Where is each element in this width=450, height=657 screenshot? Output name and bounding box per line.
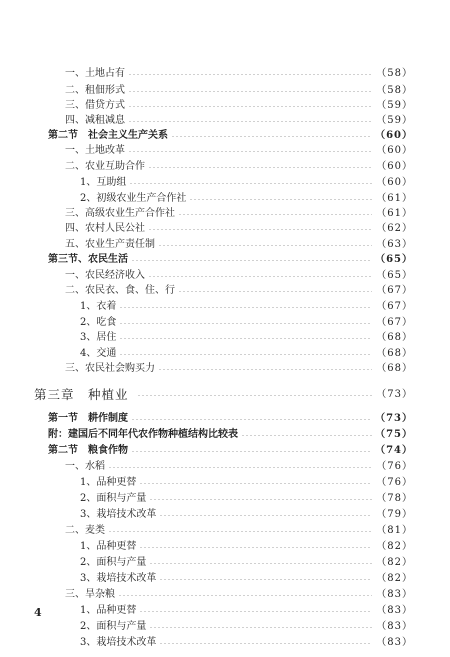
leader-dots [128,91,372,92]
toc-entry-title: 3、栽培技术改革 [80,573,157,584]
toc-entry-title: 一、土地改革 [65,145,125,156]
toc-entry [65,160,413,174]
toc-entry [65,114,413,128]
toc-entry [80,572,413,586]
toc-section [48,444,413,458]
toc-entry-page: （60） [376,161,413,172]
toc-section [48,412,413,426]
toc-entry-page: （61） [376,208,413,219]
leader-dots [108,531,372,532]
leader-dots [178,291,372,292]
toc-entry-page: （73） [376,389,413,400]
toc-entry-page: （63） [376,239,413,250]
toc-entry-title: 一、土地占有 [65,68,125,79]
toc-entry [65,144,413,158]
toc-entry-page: （62） [376,223,413,234]
leader-dots [131,419,372,420]
page-number: 4 [34,606,42,619]
toc-entry-page: （67） [376,317,413,328]
toc-entry [65,222,413,236]
leader-dots [148,276,372,277]
toc-entry-title: 二、农业互助合作 [65,161,145,172]
leader-dots [119,307,372,308]
toc-entry [80,556,413,570]
toc-entry-title: 五、农业生产责任制 [65,239,155,250]
toc-entry-page: （59） [376,100,413,111]
toc-entry-title: 2、面积与产量 [80,621,147,632]
toc-entry [65,460,413,474]
toc-entry-title: 四、减租减息 [65,115,125,126]
toc-entry [65,362,413,376]
toc-entry-title: 二、租佃形式 [65,85,125,96]
leader-dots [128,106,372,107]
toc-entry [80,508,413,522]
toc-entry-page: （68） [376,332,413,343]
toc-entry-page: （75） [375,429,413,440]
toc-entry-page: （79） [376,509,413,520]
toc-entry-title: 2、吃食 [80,317,117,328]
leader-dots [119,338,372,339]
leader-dots [148,229,372,230]
toc-entry [65,207,413,221]
toc-entry [65,269,413,283]
toc-entry [80,176,413,190]
toc-entry-page: （68） [376,348,413,359]
leader-dots [119,354,372,355]
leader-dots [149,563,372,564]
toc-entry-title: 二、麦类 [65,525,105,536]
leader-dots [158,369,372,370]
leader-dots [148,167,372,168]
leader-dots [158,245,372,246]
toc-entry [65,284,413,298]
leader-dots [131,451,372,452]
leader-dots [171,136,372,137]
toc-entry-title: 3、栽培技术改革 [80,637,157,648]
leader-dots [118,595,372,596]
toc-entry-title: 一、水稻 [65,461,105,472]
toc-section [48,129,413,143]
toc-entry-page: （65） [375,254,413,265]
toc-entry-page: （82） [376,573,413,584]
leader-dots [139,483,372,484]
toc-section [48,253,413,267]
leader-dots [159,579,372,580]
toc-entry [80,347,413,361]
leader-dots [119,323,372,324]
toc-entry-page: （67） [376,285,413,296]
toc-entry-title: 2、面积与产量 [80,493,147,504]
toc-entry-title: 4、交通 [80,348,117,359]
leader-dots [159,643,372,644]
toc-entry-title: 3、栽培技术改革 [80,509,157,520]
toc-entry [80,300,413,314]
toc-entry [65,524,413,538]
toc-chapter [34,387,413,403]
toc-section [48,428,413,442]
toc-entry-page: （58） [376,68,413,79]
toc-entry-title: 三、农民社会购买力 [65,363,155,374]
toc-entry-page: （81） [376,525,413,536]
toc-entry-page: （73） [375,413,413,424]
toc-entry-title: 1、品种更替 [80,541,137,552]
toc-entry-title: 1、品种更替 [80,605,137,616]
toc-entry-page: （78） [376,493,413,504]
toc-entry-title: 四、农村人民公社 [65,223,145,234]
leader-dots [149,499,372,500]
toc-entry-page: （61） [376,193,413,204]
toc-entry [65,238,413,252]
toc-entry-page: （83） [376,621,413,632]
toc-entry-page: （60） [376,145,413,156]
toc-entry-title: 1、衣着 [80,301,117,312]
toc-entry [65,99,413,113]
leader-dots [108,467,372,468]
toc-entry-title: 二、农民衣、食、住、行 [65,285,175,296]
toc-entry-page: （65） [376,270,413,281]
toc-entry-title: 第二节 社会主义生产关系 [48,130,168,141]
toc-entry-page: （74） [375,445,413,456]
leader-dots [189,199,372,200]
toc-entry [65,67,413,81]
leader-dots [241,435,372,436]
toc-entry-title: 三、旱杂粮 [65,589,115,600]
toc-entry-title: 2、初级农业生产合作社 [80,193,187,204]
toc-entry-title: 第三章 种植业 [34,387,129,402]
leader-dots [178,214,372,215]
leader-dots [128,74,372,75]
toc-entry-title: 3、居住 [80,332,117,343]
leader-dots [137,395,372,396]
toc-entry-page: （82） [376,541,413,552]
toc-entry [80,540,413,554]
toc-entry-page: （60） [375,130,413,141]
toc-entry [65,588,413,602]
toc-entry-page: （58） [376,85,413,96]
toc-entry [80,604,413,618]
toc-entry-page: （67） [376,301,413,312]
toc-entry [80,316,413,330]
toc-entry-page: （60） [376,177,413,188]
toc-entry [80,476,413,490]
toc-entry-page: （83） [376,605,413,616]
leader-dots [128,121,372,122]
toc-entry-page: （82） [376,557,413,568]
toc-entry-title: 1、品种更替 [80,477,137,488]
toc-entry-page: （83） [376,589,413,600]
leader-dots [128,151,372,152]
toc-entry-page: （83） [376,637,413,648]
leader-dots [129,183,372,184]
toc-entry-page: （76） [376,461,413,472]
toc-entry-title: 三、高级农业生产合作社 [65,208,175,219]
toc-entry-title: 第三节、农民生活 [48,254,128,265]
leader-dots [131,260,372,261]
leader-dots [139,547,372,548]
toc-entry-title: 三、借贷方式 [65,100,125,111]
toc-entry [80,492,413,506]
toc-entry-title: 附：建国后不同年代农作物种植结构比较表 [48,429,238,440]
toc-entry [65,84,413,98]
toc-entry-title: 2、面积与产量 [80,557,147,568]
toc-entry-page: （76） [376,477,413,488]
toc-entry [80,636,413,650]
leader-dots [149,627,372,628]
leader-dots [139,611,372,612]
toc-entry-page: （68） [376,363,413,374]
toc-entry-title: 1、互助组 [80,177,127,188]
toc-entry-page: （59） [376,115,413,126]
toc-entry-title: 一、农民经济收入 [65,270,145,281]
toc-entry [80,620,413,634]
leader-dots [159,515,372,516]
toc-entry [80,192,413,206]
toc-entry-title: 第一节 耕作制度 [48,413,128,424]
toc-entry-title: 第二节 粮食作物 [48,445,128,456]
toc-entry [80,331,413,345]
